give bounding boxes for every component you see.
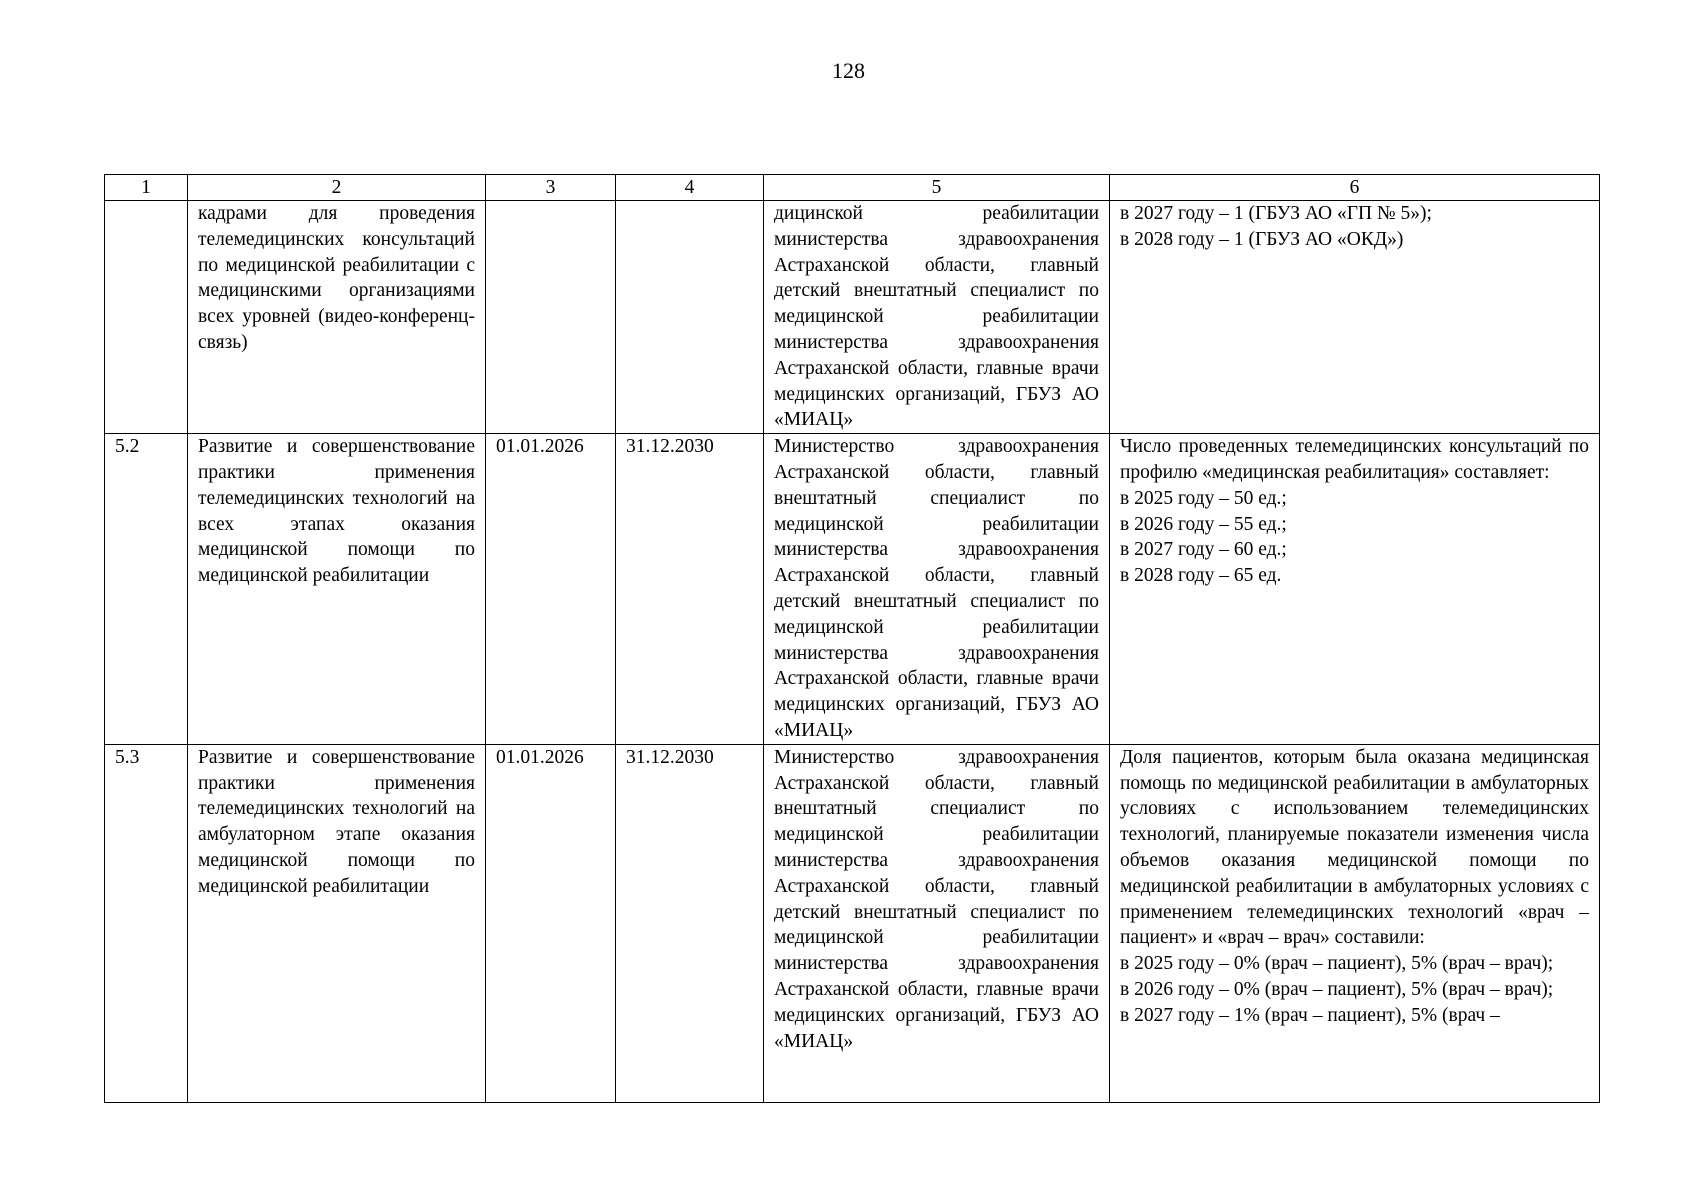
start-date (486, 201, 616, 434)
column-header: 2 (188, 175, 486, 201)
result-cell (1110, 434, 1600, 745)
responsible-cell: Министерство здравоохранения Астраханской области, главный внештатный специалист по медицинской реабилитации министерства здравоохранения Астраханской области, главный детский внештатный специалист по медицинской реабилитации министерства здравоохранения Астраханской области, главные врачи медицинских организаций, ГБУЗ АО «МИАЦ» (764, 434, 1110, 745)
result-line: в 2027 году – 1% (врач – пациент), 5% (врач – (1120, 1004, 1500, 1026)
result-line: в 2027 году – 60 ед.; (1120, 539, 1287, 561)
table-row (105, 744, 1600, 1102)
result-line: в 2026 году – 55 ед.; (1120, 513, 1287, 535)
result-line: в 2028 году – 65 ед. (1120, 565, 1282, 587)
column-header: 5 (764, 175, 1110, 201)
column-header: 4 (616, 175, 764, 201)
result-line: в 2028 году – 1 (ГБУЗ АО «ОКД») (1120, 228, 1404, 250)
start-date: 01.01.2026 (486, 744, 616, 1102)
end-date: 31.12.2030 (616, 744, 764, 1102)
page-number: 128 (832, 58, 865, 83)
responsible-cell: Министерство здравоохранения Астраханской области, главный внештатный специалист по медицинской реабилитации министерства здравоохранения Астраханской области, главный детский внештатный специалист по медицинской реабилитации министерства здравоохранения Астраханской области, главные врачи медицинских организаций, ГБУЗ АО «МИАЦ» (764, 744, 1110, 1102)
item-number: 5.3 (105, 744, 188, 1102)
result-line: Число проведенных телемедицинских консультаций по профилю «медицинская реабилитация» составляет: (1120, 436, 1589, 483)
program-table (104, 174, 1600, 1103)
responsible-cell: дицинской реабилитации министерства здравоохранения Астраханской области, главный детский внештатный специалист по медицинской реабилитации министерства здравоохранения Астраханской области, главные врачи медицинских организаций, ГБУЗ АО «МИАЦ» (764, 201, 1110, 434)
column-header: 6 (1110, 175, 1600, 201)
table-row (105, 434, 1600, 745)
start-date: 01.01.2026 (486, 434, 616, 745)
activity-cell: кадрами для проведения телемедицинских консультаций по медицинской реабилитации с медицинскими организациями всех уровней (видео-конференц-связь) (188, 201, 486, 434)
end-date (616, 201, 764, 434)
result-line: в 2027 году – 1 (ГБУЗ АО «ГП № 5»); (1120, 203, 1432, 224)
result-line: в 2026 году – 0% (врач – пациент), 5% (врач – врач); (1120, 978, 1554, 1000)
end-date: 31.12.2030 (616, 434, 764, 745)
activity-cell: Развитие и совершенствование практики применения телемедицинских технологий на всех этапах оказания медицинской помощи по медицинской реабилитации (188, 434, 486, 745)
result-line: в 2025 году – 0% (врач – пациент), 5% (врач – врач); (1120, 953, 1554, 975)
activity-cell: Развитие и совершенствование практики применения телемедицинских технологий на амбулаторном этапе оказания медицинской помощи по медицинской реабилитации (188, 744, 486, 1102)
item-number: 5.2 (105, 434, 188, 745)
table-header-row (105, 175, 1600, 201)
result-line: Доля пациентов, которым была оказана медицинская помощь по медицинской реабилитации в амбулаторных условиях с использованием телемедицинских технологий, планируемые показатели изменения числа объемов оказания медицинской помощи по медицинской реабилитации в амбулаторных условиях с применением телемедицинских технологий «врач – пациент» и «врач – врач» составили: (1120, 746, 1589, 949)
result-cell (1110, 201, 1600, 434)
column-header: 3 (486, 175, 616, 201)
item-number (105, 201, 188, 434)
table-row (105, 201, 1600, 434)
result-cell (1110, 744, 1600, 1102)
column-header: 1 (105, 175, 188, 201)
result-line: в 2025 году – 50 ед.; (1120, 487, 1287, 509)
